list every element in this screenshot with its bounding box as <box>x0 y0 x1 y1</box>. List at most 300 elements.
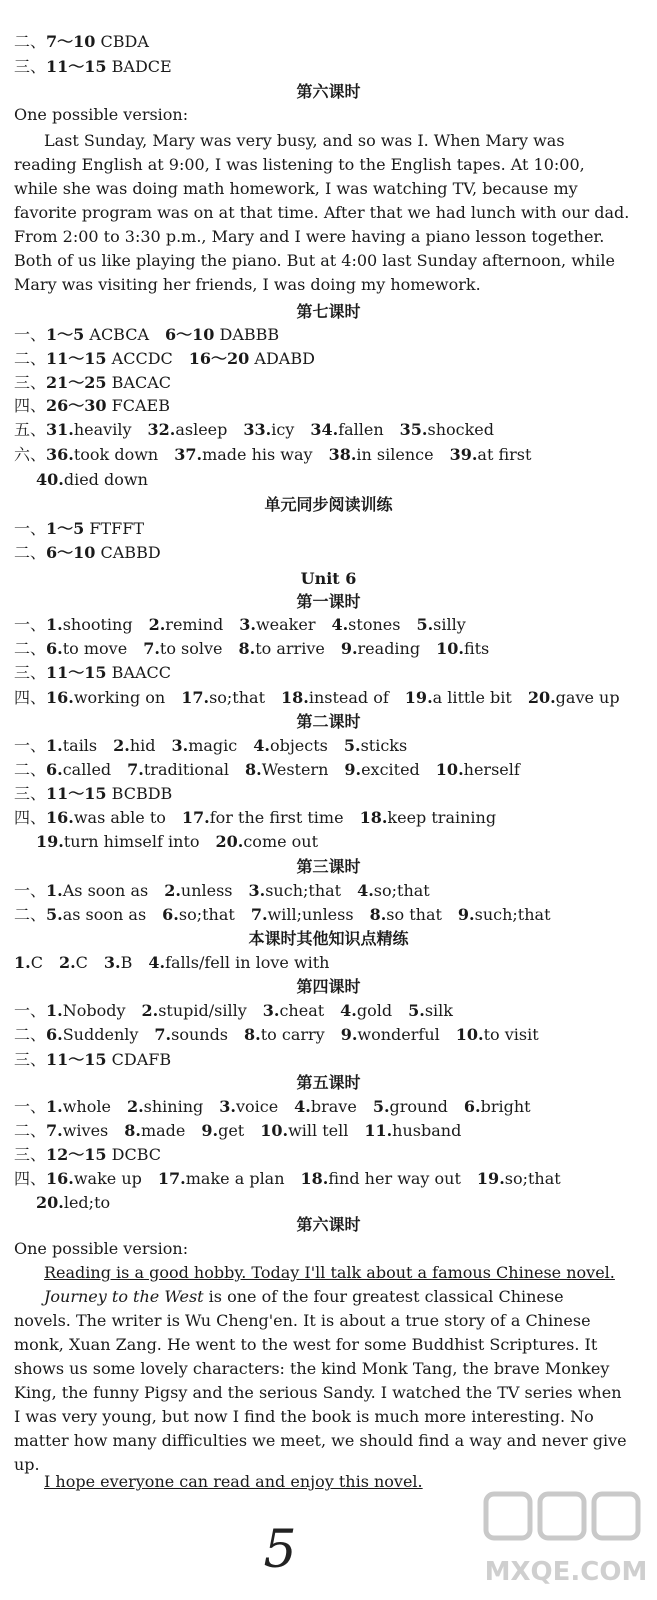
answer-text: as soon as <box>62 905 147 924</box>
answer-line <box>14 734 644 757</box>
item-number: 9. <box>340 639 358 658</box>
answer-text: ADABD <box>249 349 315 368</box>
answer-text: herself <box>463 760 520 779</box>
section-heading <box>0 927 657 950</box>
item-number: 4. <box>294 1097 311 1116</box>
section-heading <box>0 590 657 613</box>
item-number: 1～5 <box>46 325 85 344</box>
item-number: 单元同步阅读训练 <box>264 495 393 514</box>
answer-text: working on <box>73 688 166 707</box>
answer-text: 五、 <box>14 420 47 439</box>
item-number: 7. <box>143 639 160 658</box>
item-number: 19. <box>476 1169 505 1188</box>
answer-text: made <box>140 1121 186 1140</box>
answer-text: 六、 <box>14 445 47 464</box>
answer-line <box>14 806 644 829</box>
item-number: 17. <box>157 1169 186 1188</box>
answer-text: to arrive <box>255 639 325 658</box>
answer-line <box>14 55 644 78</box>
answer-text: shining <box>143 1097 204 1116</box>
answer-text: weaker <box>255 615 316 634</box>
answer-text: 二、 <box>14 32 47 51</box>
item-number: 10. <box>260 1121 289 1140</box>
item-number: 1～5 <box>46 519 85 538</box>
item-number: 7. <box>154 1025 172 1044</box>
answer-text: while she was doing math homework, I was watching TV, because my <box>14 179 578 198</box>
item-number: 35. <box>399 420 428 439</box>
item-number: 20. <box>215 832 244 851</box>
item-number: 5. <box>416 615 434 634</box>
item-number: 4. <box>253 736 270 755</box>
answer-line <box>14 1333 644 1356</box>
item-number: 6. <box>162 905 179 924</box>
item-number: 20. <box>36 1193 64 1212</box>
answer-line <box>14 1167 644 1190</box>
item-number: 11～15 <box>46 1050 107 1069</box>
answer-line <box>14 1285 644 1308</box>
item-number: 21～25 <box>46 373 107 392</box>
item-number: 3. <box>262 1001 280 1020</box>
answer-text: for the first time <box>209 808 344 827</box>
answer-line <box>14 249 644 272</box>
answer-text: unless <box>180 881 233 900</box>
answer-text: Nobody <box>62 1001 126 1020</box>
answer-text: magic <box>188 736 238 755</box>
answer-text: 一、 <box>14 881 47 900</box>
item-number: 3. <box>171 736 189 755</box>
item-number: 2. <box>141 1001 159 1020</box>
answer-text: C <box>75 953 88 972</box>
item-number: 18. <box>281 688 309 707</box>
answer-line <box>14 1381 644 1404</box>
item-number: Unit 6 <box>300 569 357 588</box>
item-number: 6. <box>46 1025 63 1044</box>
answer-text: I was very young, but now I find the book is much more interesting. No <box>14 1407 594 1426</box>
answer-text: instead of <box>308 688 389 707</box>
item-number: 7. <box>250 905 268 924</box>
answer-line <box>14 879 644 902</box>
item-number: 32. <box>147 420 176 439</box>
item-number: 16. <box>46 808 74 827</box>
answer-line <box>14 517 644 540</box>
answer-text: such;that <box>265 881 342 900</box>
answer-text: to visit <box>483 1025 539 1044</box>
answer-text: As soon as <box>62 881 149 900</box>
section-heading <box>0 80 657 103</box>
answer-line <box>14 1048 644 1071</box>
item-number: 6～10 <box>46 543 96 562</box>
answer-line <box>14 1261 644 1284</box>
answer-text: to solve <box>159 639 223 658</box>
answer-text: to move <box>62 639 128 658</box>
answer-line <box>14 1095 644 1118</box>
answer-text: at first <box>477 445 532 464</box>
answer-text: CDAFB <box>106 1050 172 1069</box>
item-number: 26～30 <box>46 396 107 415</box>
item-number: 8. <box>124 1121 141 1140</box>
item-number: 1. <box>46 1001 63 1020</box>
answer-text: 二、 <box>14 639 47 658</box>
page-number: 5 <box>263 1520 297 1580</box>
item-number: 2. <box>164 881 181 900</box>
answer-line <box>14 371 644 394</box>
answer-line <box>14 273 644 296</box>
section-heading <box>0 300 657 323</box>
answer-text: 一、 <box>14 325 47 344</box>
answer-text: 四、 <box>14 396 47 415</box>
section-heading <box>0 493 657 516</box>
answer-text: reading <box>357 639 421 658</box>
section-heading <box>0 1213 657 1236</box>
item-number: 6. <box>463 1097 481 1116</box>
item-number: 18. <box>300 1169 329 1188</box>
answer-text: called <box>62 760 112 779</box>
item-number: 31. <box>46 420 74 439</box>
answer-line <box>14 637 644 660</box>
section-heading <box>0 710 657 733</box>
item-number: 10. <box>435 760 464 779</box>
answer-text: wake up <box>73 1169 142 1188</box>
item-number: 9. <box>201 1121 219 1140</box>
answer-line <box>14 1237 644 1260</box>
answer-text: voice <box>235 1097 279 1116</box>
answer-text: took down <box>73 445 159 464</box>
answer-text: Both of us like playing the piano. But at 4:00 last Sunday afternoon, while <box>14 251 615 270</box>
answer-line <box>14 177 644 200</box>
answer-text: will;unless <box>267 905 354 924</box>
answer-text: 四、 <box>14 808 47 827</box>
answer-text: led;to <box>63 1193 111 1212</box>
answer-text: stupid/silly <box>158 1001 247 1020</box>
item-number: 4. <box>340 1001 357 1020</box>
item-number: 16. <box>46 688 74 707</box>
item-number: 11～15 <box>46 784 107 803</box>
answer-text: 一、 <box>14 615 47 634</box>
answer-text: whole <box>62 1097 111 1116</box>
item-number: 4. <box>331 615 349 634</box>
answer-text: wives <box>62 1121 109 1140</box>
answer-text: stones <box>348 615 401 634</box>
answer-text: DABBB <box>214 325 280 344</box>
section-heading <box>0 1071 657 1094</box>
answer-text: King, the funny Pigsy and the serious Sandy. I watched the TV series when <box>14 1383 622 1402</box>
item-number: 17. <box>181 808 210 827</box>
answer-text: come out <box>243 832 319 851</box>
item-number: 第五课时 <box>296 1073 361 1092</box>
item-number: 1. <box>46 736 63 755</box>
answer-line <box>14 347 644 370</box>
answer-text: bright <box>480 1097 531 1116</box>
item-number: 3. <box>248 881 266 900</box>
item-number: 12～15 <box>46 1145 107 1164</box>
answer-text: ACBCA <box>84 325 150 344</box>
answer-text: 三、 <box>14 57 47 76</box>
answer-text: gold <box>356 1001 393 1020</box>
answer-text: 四、 <box>14 688 47 707</box>
answer-text: favorite program was on at that time. After that we had lunch with our dad. <box>14 203 630 222</box>
answer-text: One possible version: <box>14 105 189 124</box>
item-number: 8. <box>369 905 387 924</box>
answer-text: 二、 <box>14 349 47 368</box>
answer-text: 三、 <box>14 663 47 682</box>
answer-text: sticks <box>360 736 408 755</box>
answer-text: traditional <box>143 760 229 779</box>
item-number: 33. <box>243 420 272 439</box>
item-number: 40. <box>36 470 64 489</box>
answer-line <box>14 541 644 564</box>
answer-text: remind <box>165 615 224 634</box>
answer-text: matter how many difficulties we meet, we should find a way and never give <box>14 1431 627 1450</box>
item-number: 第一课时 <box>296 592 361 611</box>
answer-line <box>14 686 644 709</box>
answer-line <box>14 103 644 126</box>
item-number: 5. <box>46 905 63 924</box>
answer-line <box>14 613 644 636</box>
answer-text: make a plan <box>185 1169 285 1188</box>
answer-text: husband <box>392 1121 462 1140</box>
answer-line <box>14 782 644 805</box>
answer-text: 三、 <box>14 1145 47 1164</box>
item-number: 8. <box>245 760 262 779</box>
item-number: 2. <box>58 953 76 972</box>
answer-text: asleep <box>175 420 228 439</box>
item-number: 11～15 <box>46 57 107 76</box>
answer-line <box>14 443 644 466</box>
answer-line <box>14 951 644 974</box>
item-number: 8. <box>244 1025 261 1044</box>
answer-text: Mary was visiting her friends, I was doing my homework. <box>14 275 481 294</box>
answer-text: BACAC <box>106 373 171 392</box>
item-number: 20. <box>527 688 556 707</box>
answer-text: reading English at 9:00, I was listening to the English tapes. At 10:00, <box>14 155 585 174</box>
item-number: 本课时其他知识点精练 <box>248 929 409 948</box>
answer-text: fallen <box>338 420 384 439</box>
item-number: 3. <box>219 1097 236 1116</box>
section-heading <box>0 855 657 878</box>
item-number: 1. <box>14 953 31 972</box>
answer-text: 四、 <box>14 1169 47 1188</box>
answer-text: 一、 <box>14 519 47 538</box>
section-heading <box>0 975 657 998</box>
answer-text: tails <box>62 736 98 755</box>
answer-line <box>14 903 644 926</box>
watermark-logo <box>482 1488 650 1592</box>
item-number: 17. <box>181 688 210 707</box>
item-number: 第六课时 <box>296 1215 361 1234</box>
item-number: 第六课时 <box>296 82 361 101</box>
answer-line <box>14 201 644 224</box>
item-number: 19. <box>404 688 433 707</box>
item-number: 第七课时 <box>296 302 361 321</box>
answer-text: 三、 <box>14 784 47 803</box>
answer-line <box>14 1357 644 1380</box>
answer-line <box>14 1309 644 1332</box>
item-number: 4. <box>148 953 166 972</box>
item-number: 36. <box>46 445 74 464</box>
answer-text: so;that <box>209 688 265 707</box>
answer-line <box>14 225 644 248</box>
answer-text: to carry <box>260 1025 325 1044</box>
answer-line <box>14 129 644 152</box>
answer-line <box>36 468 644 491</box>
answer-text: C <box>30 953 43 972</box>
answer-text: 二、 <box>14 1025 47 1044</box>
answer-text: 二、 <box>14 1121 47 1140</box>
item-number: 第二课时 <box>296 712 361 731</box>
item-number: 11～15 <box>46 349 107 368</box>
answer-text: Journey to the West <box>44 1287 204 1306</box>
item-number: 10. <box>455 1025 484 1044</box>
answer-text: falls/fell in love with <box>165 953 330 972</box>
answer-text: BAACC <box>106 663 171 682</box>
answer-text: shocked <box>427 420 495 439</box>
answer-line <box>14 153 644 176</box>
answer-text: hid <box>129 736 156 755</box>
answer-text: Reading is a good hobby. Today I'll talk about a famous Chinese novel. <box>44 1263 615 1282</box>
answer-text: so;that <box>373 881 430 900</box>
item-number: 5. <box>372 1097 390 1116</box>
answer-text: made his way <box>202 445 313 464</box>
answer-line <box>14 1429 644 1452</box>
answer-text: so that <box>386 905 442 924</box>
answer-text: fits <box>463 639 490 658</box>
answer-text: will tell <box>288 1121 349 1140</box>
item-number: 1. <box>46 881 63 900</box>
answer-text: novels. The writer is Wu Cheng'en. It is about a true story of a Chinese <box>14 1311 591 1330</box>
answer-text: ACCDC <box>106 349 173 368</box>
item-number: 2. <box>148 615 166 634</box>
answer-line <box>14 30 644 53</box>
answer-text: I hope everyone can read and enjoy this novel. <box>44 1472 423 1491</box>
answer-text: Last Sunday, Mary was very busy, and so was I. When Mary was <box>44 131 565 150</box>
item-number: 4. <box>357 881 374 900</box>
answer-text: turn himself into <box>63 832 200 851</box>
answer-text: 一、 <box>14 1001 47 1020</box>
item-number: 18. <box>359 808 388 827</box>
answer-text: wonderful <box>357 1025 440 1044</box>
item-number: 3. <box>103 953 121 972</box>
answer-line <box>14 758 644 781</box>
item-number: 11. <box>364 1121 393 1140</box>
answer-text: 二、 <box>14 760 47 779</box>
item-number: 16. <box>46 1169 74 1188</box>
answer-text: shooting <box>62 615 133 634</box>
answer-text: 一、 <box>14 1097 47 1116</box>
answer-text: gave up <box>555 688 620 707</box>
answer-text: monk, Xuan Zang. He went to the west for some Buddhist Scriptures. It <box>14 1335 598 1354</box>
answer-text: died down <box>63 470 148 489</box>
answer-text: up. <box>14 1455 40 1474</box>
item-number: 38. <box>328 445 357 464</box>
item-number: 10. <box>436 639 464 658</box>
item-number: 7. <box>127 760 144 779</box>
item-number: 16～20 <box>188 349 250 368</box>
answer-text: get <box>218 1121 245 1140</box>
answer-text: a little bit <box>432 688 512 707</box>
item-number: 2. <box>113 736 130 755</box>
item-number: 11～15 <box>46 663 107 682</box>
answer-text: so;that <box>178 905 235 924</box>
item-number: 9. <box>457 905 475 924</box>
item-number: 19. <box>36 832 64 851</box>
answer-text: 二、 <box>14 543 47 562</box>
item-number: 3. <box>239 615 256 634</box>
answer-text: silly <box>433 615 466 634</box>
answer-line <box>14 418 644 441</box>
answer-text: sounds <box>171 1025 229 1044</box>
answer-text: heavily <box>73 420 132 439</box>
answer-text: keep training <box>387 808 497 827</box>
answer-text: excited <box>361 760 420 779</box>
item-number: 6～10 <box>165 325 215 344</box>
answer-text: DCBC <box>106 1145 162 1164</box>
item-number: 5. <box>343 736 361 755</box>
answer-text: BCBDB <box>106 784 173 803</box>
answer-text: objects <box>269 736 328 755</box>
answer-line <box>14 394 644 417</box>
answer-text: is one of the four greatest classical Chinese <box>203 1287 564 1306</box>
answer-text: find her way out <box>328 1169 461 1188</box>
watermark-text: MXQE.COM <box>484 1557 648 1587</box>
answer-line <box>14 999 644 1022</box>
answer-text: Suddenly <box>62 1025 139 1044</box>
item-number: 5. <box>408 1001 425 1020</box>
answer-text: such;that <box>474 905 551 924</box>
answer-text: shows us some lovely characters: the kind Monk Tang, the brave Monkey <box>14 1359 610 1378</box>
answer-text: ground <box>389 1097 448 1116</box>
answer-line <box>14 1023 644 1046</box>
answer-text: icy <box>271 420 295 439</box>
answer-line <box>14 1143 644 1166</box>
answer-line <box>14 323 644 346</box>
answer-text: in silence <box>356 445 434 464</box>
item-number: 第四课时 <box>296 977 361 996</box>
item-number: 9. <box>340 1025 358 1044</box>
answer-text: 一、 <box>14 736 47 755</box>
section-heading <box>0 567 657 590</box>
item-number: 6. <box>46 760 63 779</box>
answer-text: silk <box>424 1001 453 1020</box>
item-number: 39. <box>449 445 478 464</box>
item-number: 6. <box>46 639 63 658</box>
item-number: 9. <box>344 760 362 779</box>
item-number: 37. <box>174 445 203 464</box>
item-number: 第三课时 <box>296 857 361 876</box>
answer-line <box>14 661 644 684</box>
answer-text: CABBD <box>95 543 161 562</box>
answer-line <box>14 1119 644 1142</box>
answer-text: Western <box>261 760 329 779</box>
item-number: 7. <box>46 1121 63 1140</box>
answer-text: One possible version: <box>14 1239 189 1258</box>
answer-line <box>14 1405 644 1428</box>
answer-text: CBDA <box>95 32 149 51</box>
item-number: 1. <box>46 615 63 634</box>
answer-text: FTFFT <box>84 519 145 538</box>
item-number: 34. <box>310 420 339 439</box>
answer-line <box>36 1191 644 1214</box>
answer-text: BADCE <box>106 57 172 76</box>
answer-text: so;that <box>504 1169 561 1188</box>
item-number: 1. <box>46 1097 63 1116</box>
answer-text: 三、 <box>14 373 47 392</box>
answer-text: 二、 <box>14 905 47 924</box>
answer-text: brave <box>310 1097 357 1116</box>
item-number: 7～10 <box>46 32 96 51</box>
answer-text: FCAEB <box>106 396 170 415</box>
answer-text: cheat <box>279 1001 325 1020</box>
item-number: 2. <box>126 1097 144 1116</box>
